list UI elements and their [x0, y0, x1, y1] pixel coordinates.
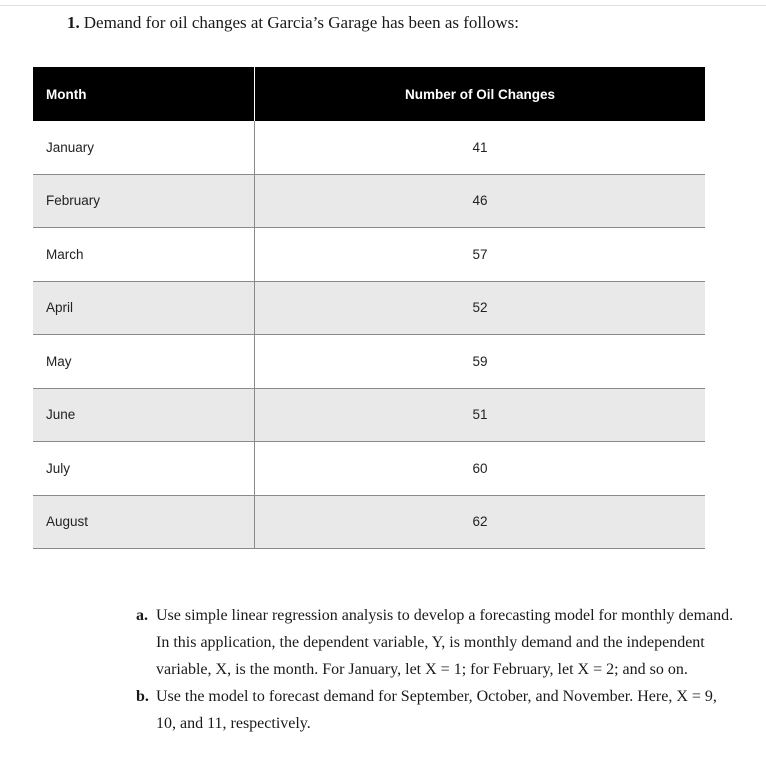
oil-changes-cell: 46	[255, 174, 706, 228]
month-cell: August	[33, 495, 255, 549]
problem-number: 1.	[67, 13, 80, 32]
oil-changes-cell: 51	[255, 388, 706, 442]
table-row	[33, 442, 705, 496]
table-row	[33, 174, 705, 228]
question-a	[136, 602, 736, 683]
table-row	[33, 121, 705, 174]
oil-changes-cell: 59	[255, 335, 706, 389]
oil-changes-cell: 60	[255, 442, 706, 496]
month-cell: January	[33, 121, 255, 174]
oil-changes-cell: 57	[255, 228, 706, 282]
problem-statement	[67, 13, 519, 33]
month-column-header: Month	[33, 67, 255, 121]
question-list	[136, 602, 736, 737]
oil-changes-cell: 52	[255, 281, 706, 335]
oil-changes-cell: 41	[255, 121, 706, 174]
month-cell: April	[33, 281, 255, 335]
table-row	[33, 281, 705, 335]
oil-changes-cell: 62	[255, 495, 706, 549]
table-header-row	[33, 67, 705, 121]
oil-changes-column-header: Number of Oil Changes	[255, 67, 706, 121]
question-text: Use the model to forecast demand for September, October, and November. Here, X = 9, 10, and 11, respectively.	[156, 688, 717, 732]
month-cell: June	[33, 388, 255, 442]
table-row	[33, 495, 705, 549]
table-row	[33, 388, 705, 442]
question-letter: a.	[136, 607, 148, 624]
question-letter: b.	[136, 688, 149, 705]
question-b	[136, 683, 736, 737]
problem-text: Demand for oil changes at Garcia’s Garage has been as follows:	[83, 13, 519, 32]
month-cell: May	[33, 335, 255, 389]
table-row	[33, 228, 705, 282]
top-divider	[0, 5, 766, 6]
month-cell: July	[33, 442, 255, 496]
table-row	[33, 335, 705, 389]
oil-changes-table	[33, 67, 705, 549]
month-cell: March	[33, 228, 255, 282]
question-text: Use simple linear regression analysis to develop a forecasting model for monthly demand. In this application, the dependent variable, Y, is monthly demand and the independent variable, X, is the month. For January, let X = 1; for February, let X = 2; and so on.	[156, 607, 734, 678]
month-cell: February	[33, 174, 255, 228]
